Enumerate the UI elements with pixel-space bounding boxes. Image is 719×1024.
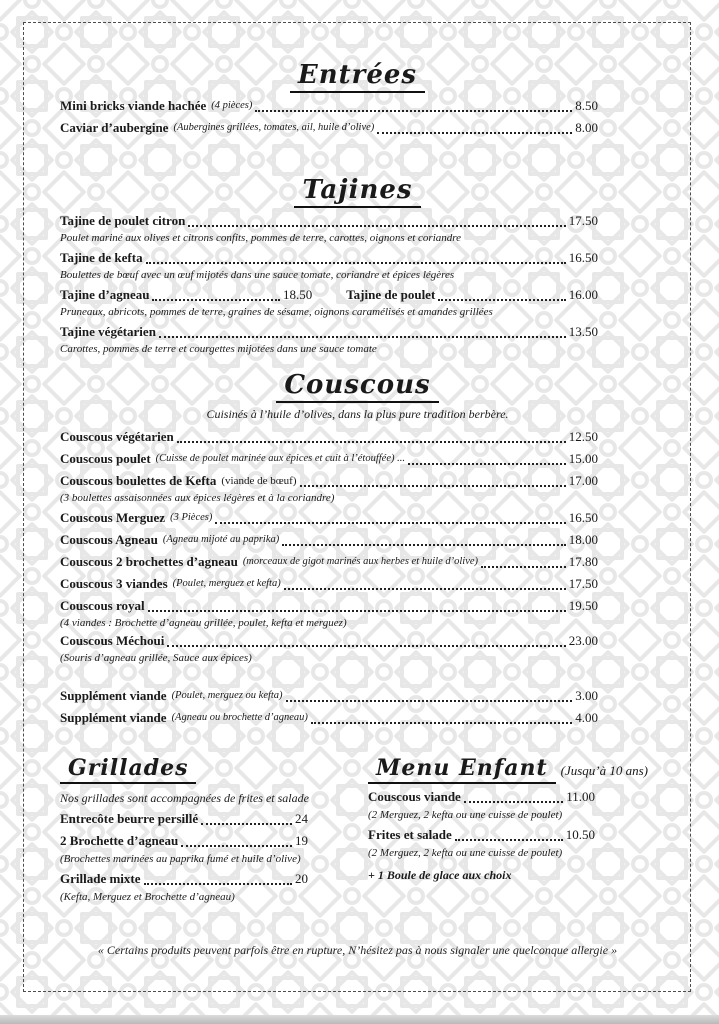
item-description: (3 boulettes assaisonnées aux épices légères et à la coriandre): [60, 492, 335, 504]
section-title-note: (Jusqu’à 10 ans): [560, 763, 649, 778]
item-description: (4 viandes : Brochette d’agneau grillée, poulet, kefta et merguez): [60, 617, 347, 629]
item-name: Couscous végétarien: [60, 429, 174, 444]
item-name: Couscous viande: [368, 789, 461, 804]
item-price: 17.00: [568, 473, 598, 488]
menu-item-row: [60, 687, 655, 705]
item-price: 24: [295, 811, 308, 826]
menu-item-row: [60, 428, 655, 446]
item-price: 16.00: [568, 287, 598, 302]
item-name: Entrecôte beurre persillé: [60, 811, 199, 826]
menu-item-row: [60, 632, 655, 650]
dot-leader: [152, 299, 279, 301]
dot-leader: [438, 299, 565, 301]
item-name: Couscous royal: [60, 598, 145, 613]
section-tajines: [60, 175, 655, 356]
menu-item-row: [60, 531, 655, 549]
dot-leader: [464, 801, 563, 803]
photo-bottom-edge: [0, 1015, 719, 1024]
item-price: 17.50: [568, 213, 598, 228]
item-name: Couscous Méchoui: [60, 633, 165, 648]
item-price: 8.00: [575, 120, 598, 135]
dot-leader: [481, 566, 566, 568]
item-price: 20: [295, 871, 308, 886]
section-menu-enfant: [368, 755, 655, 907]
dot-leader: [167, 645, 565, 647]
item-note: (4 pièces): [211, 100, 253, 111]
item-note: (Cuisse de poulet marinée aux épices et cuit à l’étouffée) ...: [155, 453, 405, 464]
menu-item-row: [60, 709, 655, 727]
section-title-couscous: Couscous: [276, 370, 438, 403]
item-description: (2 Merguez, 2 kefta ou une cuisse de poulet): [368, 847, 563, 859]
dot-leader: [284, 588, 566, 590]
two-column-block: [60, 755, 655, 907]
item-description: (Brochettes marinées au paprika fumé et huile d’olive): [60, 853, 301, 865]
section-subtitle: Cuisinés à l’huile d’olives, dans la plus pure tradition berbère.: [206, 407, 509, 421]
item-name: Couscous Agneau: [60, 532, 158, 547]
item-price: 17.80: [568, 554, 598, 569]
item-name: Caviar d’aubergine: [60, 120, 169, 135]
dot-leader: [148, 610, 566, 612]
item-description: Poulet mariné aux olives et citrons confits, pommes de terre, carottes, oignons et coriandre: [60, 232, 462, 244]
menu-item-row: [60, 509, 655, 527]
section-couscous: [60, 370, 655, 727]
item-price: 12.50: [568, 429, 598, 444]
menu-page: [60, 22, 655, 958]
menu-item-row: [60, 597, 655, 615]
item-name: Mini bricks viande hachée: [60, 98, 207, 113]
item-price: 18.00: [568, 532, 598, 547]
item-description: Pruneaux, abricots, pommes de terre, graines de sésame, oignons caramélisés et amandes grillées: [60, 306, 493, 318]
menu-item-row: [60, 323, 655, 341]
menu-item-row: [60, 810, 308, 828]
item-price: 16.50: [568, 250, 598, 265]
item-price: 15.00: [568, 451, 598, 466]
item-note: (Aubergines grillées, tomates, ail, huile d’olive): [173, 122, 375, 133]
menu-item-row: [368, 788, 655, 806]
menu-item-row: [368, 826, 655, 844]
item-price: 8.50: [575, 98, 598, 113]
item-note: (Poulet, merguez et kefta): [172, 578, 281, 589]
dot-leader: [159, 336, 566, 338]
menu-item-row: [60, 575, 655, 593]
dot-leader: [215, 522, 565, 524]
menu-enfant-extra: + 1 Boule de glace aux choix: [368, 868, 512, 882]
item-name: 2 Brochette d’agneau: [60, 833, 179, 848]
item-note: (Agneau ou brochette d’agneau): [171, 712, 308, 723]
item-note: (viande de bœuf): [221, 475, 297, 487]
menu-item-row: [60, 249, 655, 267]
item-name: Tajine de kefta: [60, 250, 143, 265]
item-price: 18.50: [282, 287, 313, 302]
menu-item-row: [60, 97, 655, 115]
dot-leader: [455, 839, 563, 841]
dot-leader: [201, 823, 292, 825]
item-price: 23.00: [568, 633, 598, 648]
item-price: 10.50: [565, 827, 595, 842]
item-note: (3 Pièces): [170, 512, 213, 523]
dot-leader: [282, 544, 566, 546]
dot-leader: [300, 485, 566, 487]
item-price: 19.50: [568, 598, 598, 613]
item-name: Couscous boulettes de Kefta: [60, 473, 217, 488]
menu-item-row: [60, 119, 655, 137]
section-entrees: [60, 22, 655, 137]
section-grillades: [60, 755, 360, 907]
section-title-entrees: Entrées: [290, 60, 425, 93]
item-description: Boulettes de bœuf avec un œuf mijotés dans une sauce tomate, coriandre et épices légères: [60, 269, 455, 281]
item-description: (Kefta, Merguez et Brochette d’agneau): [60, 891, 235, 903]
item-note: (morceaux de gigot marinés aux herbes et huile d’olive): [242, 556, 479, 567]
item-price: 16.50: [568, 510, 598, 525]
dot-leader: [377, 132, 572, 134]
item-name: Couscous 2 brochettes d’agneau: [60, 554, 238, 569]
menu-item-row: [60, 212, 655, 230]
item-name: Tajine de poulet citron: [60, 213, 186, 228]
item-description: Carottes, pommes de terre et courgettes mijotées dans une sauce tomate: [60, 343, 377, 355]
menu-item-row: [60, 832, 308, 850]
menu-item-row: [60, 472, 655, 490]
dot-leader: [286, 700, 573, 702]
section-title-tajines: Tajines: [294, 175, 420, 208]
dot-leader: [408, 463, 566, 465]
dot-leader: [177, 441, 566, 443]
item-price: 13.50: [568, 324, 598, 339]
item-price: 19: [295, 833, 308, 848]
dot-leader: [144, 883, 292, 885]
item-name: Couscous poulet: [60, 451, 151, 466]
dot-leader: [146, 262, 566, 264]
item-name: Frites et salade: [368, 827, 452, 842]
supplements-block: [60, 687, 655, 727]
item-description: (2 Merguez, 2 kefta ou une cuisse de poulet): [368, 809, 563, 821]
item-name: Supplément viande: [60, 710, 167, 725]
item-note: (Agneau mijoté au paprika): [162, 534, 280, 545]
item-description: (Souris d’agneau grillée, Sauce aux épices): [60, 652, 252, 664]
item-price: 17.50: [568, 576, 598, 591]
item-price: 3.00: [575, 688, 598, 703]
item-name: Couscous 3 viandes: [60, 576, 168, 591]
dot-leader: [255, 110, 572, 112]
item-name: Couscous Merguez: [60, 510, 166, 525]
menu-item-row: [60, 450, 655, 468]
item-note: (Poulet, merguez ou kefta): [171, 690, 283, 701]
item-name: Supplément viande: [60, 688, 167, 703]
menu-item-row: [60, 870, 308, 888]
allergy-notice: « Certains produits peuvent parfois être en rupture, N’hésitez pas à nous signaler une quelconque allergie »: [97, 943, 618, 957]
menu-item-row: [60, 553, 655, 571]
menu-item-pair-row: [60, 286, 655, 304]
section-title-menu-enfant: Menu Enfant: [368, 755, 556, 784]
item-price: 11.00: [566, 789, 595, 804]
dot-leader: [181, 845, 292, 847]
item-name: Tajine végétarien: [60, 324, 156, 339]
dot-leader: [188, 225, 565, 227]
item-name: Tajine de poulet: [346, 287, 436, 302]
section-subtitle: Nos grillades sont accompagnées de frites et salade: [60, 791, 309, 805]
dot-leader: [311, 722, 572, 724]
item-name: Grillade mixte: [60, 871, 141, 886]
item-name: Tajine d’agneau: [60, 287, 150, 302]
section-title-grillades: Grillades: [60, 755, 196, 784]
item-price: 4.00: [575, 710, 598, 725]
